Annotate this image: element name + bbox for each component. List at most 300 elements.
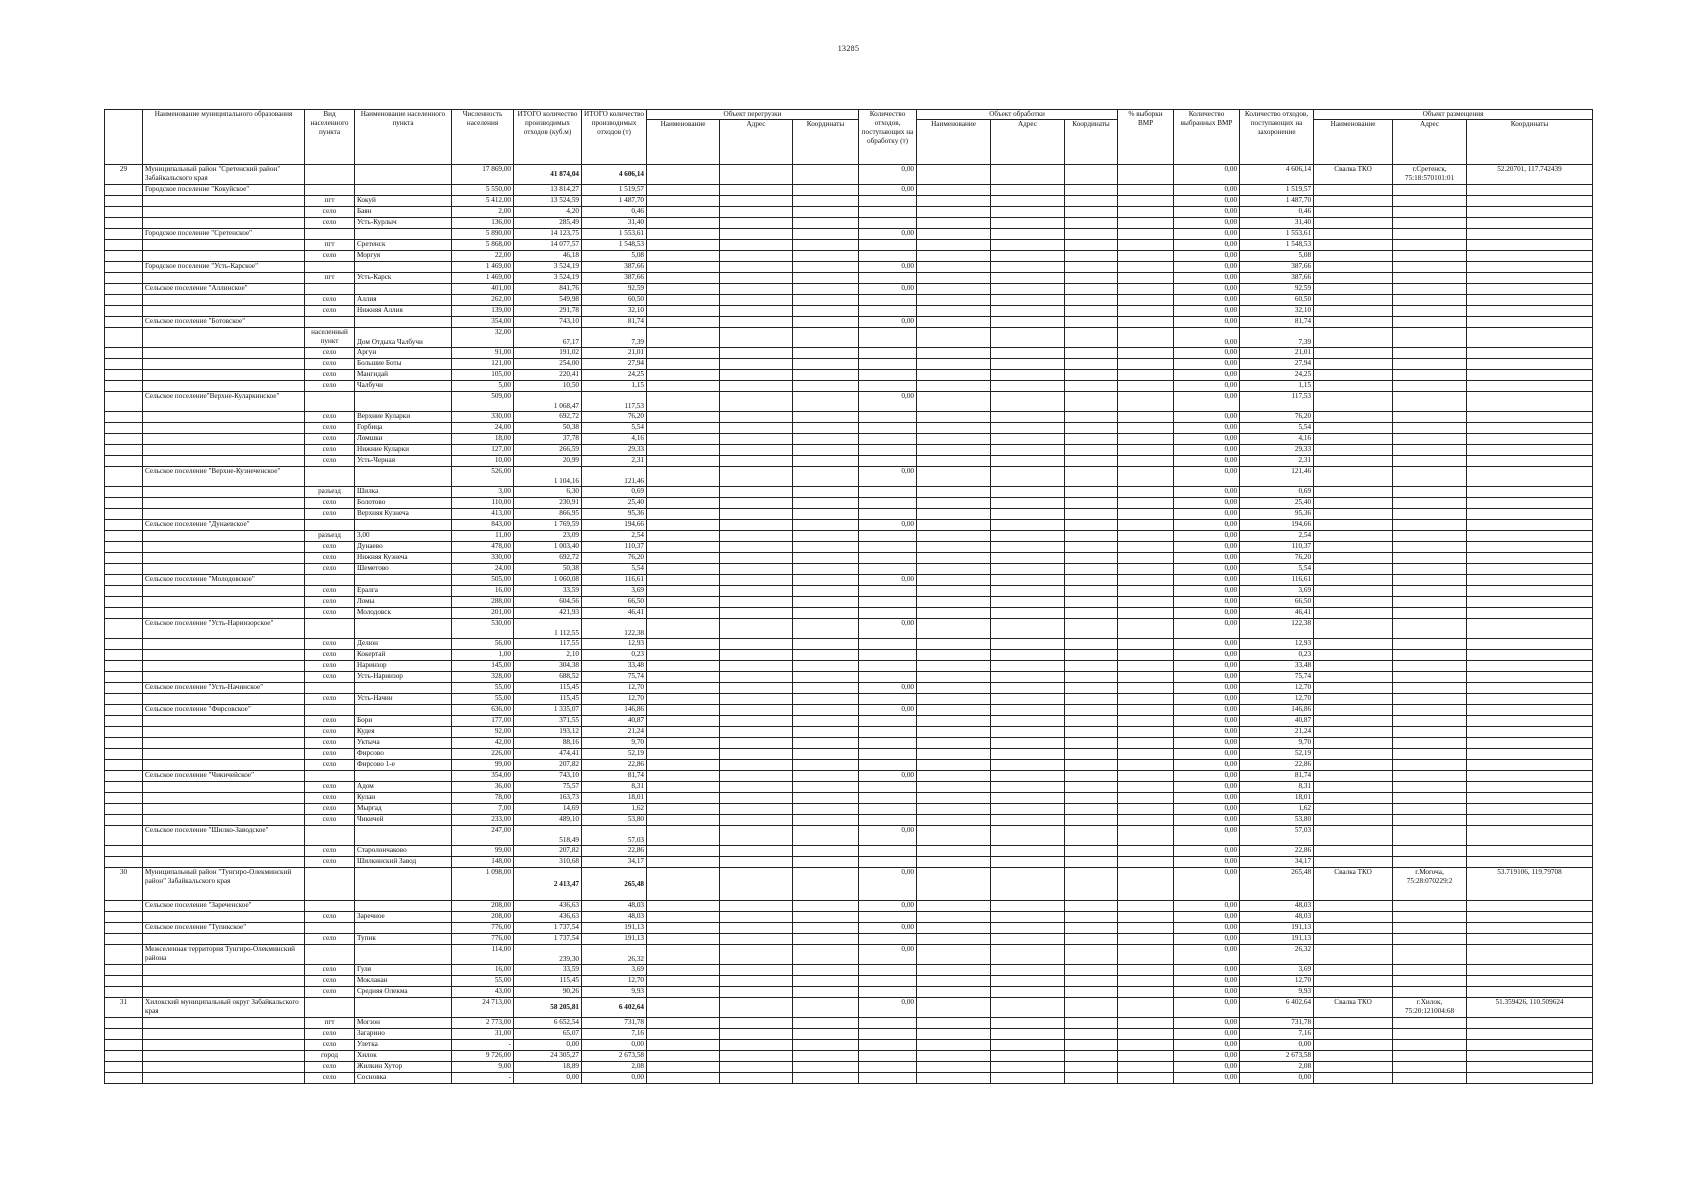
cell-transfer-name [647, 185, 720, 196]
cell-population: 36,00 [452, 782, 514, 793]
cell-vmr-qty: 0,00 [1174, 793, 1240, 804]
cell-placement-name [1314, 934, 1393, 945]
cell-processing-coords [1065, 207, 1118, 218]
cell-processing-coords [1065, 683, 1118, 694]
cell-processing-address [991, 912, 1065, 923]
cell-population: 99,00 [452, 760, 514, 771]
cell-placement-address [1393, 251, 1467, 262]
cell-placement-name [1314, 207, 1393, 218]
cell-processing-name [917, 1062, 991, 1073]
cell-vmr-qty: 0,00 [1174, 273, 1240, 284]
cell-transfer-name [647, 901, 720, 912]
cell-processing-address [991, 542, 1065, 553]
cell-processing-coords [1065, 328, 1118, 348]
cell-processing-coords [1065, 498, 1118, 509]
cell-transfer-address [720, 273, 793, 284]
cell-settlement-type: село [305, 727, 355, 738]
cell-vmr-pct [1118, 317, 1174, 328]
cell-disposal-qty: 21,24 [1240, 727, 1314, 738]
cell-no [105, 1040, 143, 1051]
cell-processing-address [991, 1051, 1065, 1062]
header-no [105, 110, 143, 165]
cell-transfer-address [720, 456, 793, 467]
cell-processing-address [991, 498, 1065, 509]
cell-processing-coords [1065, 509, 1118, 520]
cell-processing-coords [1065, 412, 1118, 423]
cell-settlement-type [305, 826, 355, 846]
cell-placement-coords [1467, 619, 1593, 639]
cell-disposal-qty: 92,59 [1240, 284, 1314, 295]
cell-no [105, 597, 143, 608]
cell-total-volume: 474,41 [514, 749, 582, 760]
cell-population: 9,00 [452, 1062, 514, 1073]
cell-transfer-coords [793, 262, 859, 273]
cell-settlement-name: Моклакан [355, 976, 452, 987]
cell-no [105, 509, 143, 520]
cell-processing-name [917, 826, 991, 846]
cell-processing-name [917, 392, 991, 412]
cell-transfer-coords [793, 705, 859, 716]
cell-placement-name [1314, 1051, 1393, 1062]
cell-no [105, 912, 143, 923]
cell-population: 354,00 [452, 317, 514, 328]
header-placement-coords: Координаты [1467, 120, 1593, 165]
cell-processing-qty [859, 251, 917, 262]
cell-processing-address [991, 694, 1065, 705]
table-row [105, 846, 1593, 857]
table-row [105, 575, 1593, 586]
cell-processing-name [917, 771, 991, 782]
cell-transfer-coords [793, 1062, 859, 1073]
cell-processing-coords [1065, 273, 1118, 284]
cell-vmr-pct [1118, 434, 1174, 445]
cell-settlement-type: село [305, 815, 355, 826]
cell-disposal-qty: 265,48 [1240, 868, 1314, 901]
cell-municipality [143, 240, 305, 251]
cell-settlement-type: село [305, 553, 355, 564]
cell-placement-address [1393, 575, 1467, 586]
cell-processing-coords [1065, 976, 1118, 987]
cell-municipality [143, 738, 305, 749]
cell-placement-address [1393, 771, 1467, 782]
cell-processing-name [917, 328, 991, 348]
cell-vmr-qty: 0,00 [1174, 542, 1240, 553]
cell-vmr-pct [1118, 165, 1174, 185]
cell-placement-address [1393, 498, 1467, 509]
table-row [105, 705, 1593, 716]
cell-settlement-name: Уктыча [355, 738, 452, 749]
cell-transfer-name [647, 826, 720, 846]
cell-transfer-name [647, 531, 720, 542]
cell-processing-coords [1065, 317, 1118, 328]
cell-settlement-type: село [305, 564, 355, 575]
cell-placement-address [1393, 196, 1467, 207]
cell-processing-coords [1065, 531, 1118, 542]
cell-processing-qty [859, 434, 917, 445]
cell-settlement-name: Адом [355, 782, 452, 793]
cell-settlement-type: село [305, 434, 355, 445]
cell-placement-address [1393, 456, 1467, 467]
cell-settlement-name [355, 868, 452, 901]
cell-transfer-name [647, 586, 720, 597]
cell-vmr-qty: 0,00 [1174, 381, 1240, 392]
cell-settlement-type: село [305, 694, 355, 705]
cell-disposal-qty: 22,86 [1240, 846, 1314, 857]
cell-placement-name [1314, 229, 1393, 240]
cell-processing-coords [1065, 165, 1118, 185]
cell-processing-name [917, 846, 991, 857]
cell-settlement-type [305, 771, 355, 782]
cell-vmr-pct [1118, 639, 1174, 650]
cell-transfer-coords [793, 826, 859, 846]
cell-vmr-pct [1118, 683, 1174, 694]
cell-municipality [143, 815, 305, 826]
cell-settlement-type: село [305, 965, 355, 976]
cell-processing-name [917, 381, 991, 392]
cell-placement-coords [1467, 716, 1593, 727]
cell-total-mass: 1 519,57 [582, 185, 647, 196]
cell-processing-address [991, 348, 1065, 359]
cell-population: 1 098,00 [452, 868, 514, 901]
cell-transfer-name [647, 575, 720, 586]
cell-processing-coords [1065, 1040, 1118, 1051]
cell-processing-coords [1065, 901, 1118, 912]
cell-processing-name [917, 727, 991, 738]
table-row [105, 229, 1593, 240]
cell-processing-name [917, 218, 991, 229]
cell-total-mass: 29,33 [582, 445, 647, 456]
cell-placement-coords [1467, 793, 1593, 804]
cell-transfer-address [720, 262, 793, 273]
cell-no [105, 262, 143, 273]
table-row [105, 804, 1593, 815]
cell-vmr-qty: 0,00 [1174, 912, 1240, 923]
cell-settlement-name [355, 575, 452, 586]
cell-vmr-qty: 0,00 [1174, 423, 1240, 434]
cell-processing-coords [1065, 639, 1118, 650]
cell-placement-address [1393, 782, 1467, 793]
cell-processing-qty: 0,00 [859, 683, 917, 694]
cell-processing-qty [859, 196, 917, 207]
cell-population: 5 412,00 [452, 196, 514, 207]
cell-placement-name [1314, 423, 1393, 434]
cell-total-mass: 4 606,14 [582, 165, 647, 185]
cell-processing-address [991, 165, 1065, 185]
cell-processing-coords [1065, 445, 1118, 456]
cell-placement-coords [1467, 207, 1593, 218]
cell-transfer-name [647, 564, 720, 575]
cell-processing-qty [859, 381, 917, 392]
cell-disposal-qty: 22,86 [1240, 760, 1314, 771]
cell-total-volume: 13 814,27 [514, 185, 582, 196]
cell-processing-address [991, 328, 1065, 348]
cell-total-volume: 33,59 [514, 586, 582, 597]
cell-transfer-name [647, 804, 720, 815]
header-vmr-qty: Количество выбранных ВМР [1174, 110, 1240, 165]
cell-total-mass: 33,48 [582, 661, 647, 672]
cell-total-volume: 163,73 [514, 793, 582, 804]
cell-total-mass: 122,38 [582, 619, 647, 639]
cell-settlement-name [355, 317, 452, 328]
cell-population: 2 773,00 [452, 1018, 514, 1029]
cell-processing-qty: 0,00 [859, 771, 917, 782]
table-row [105, 1062, 1593, 1073]
cell-total-volume: 90,26 [514, 987, 582, 998]
cell-population: 9 726,00 [452, 1051, 514, 1062]
table-row [105, 945, 1593, 965]
cell-processing-name [917, 487, 991, 498]
cell-settlement-name: Старолончаково [355, 846, 452, 857]
header-total-mass: ИТОГО количество производимых отходов (т) [582, 110, 647, 165]
cell-population: 208,00 [452, 901, 514, 912]
cell-no [105, 672, 143, 683]
cell-vmr-qty: 0,00 [1174, 445, 1240, 456]
cell-municipality [143, 553, 305, 564]
cell-vmr-qty: 0,00 [1174, 760, 1240, 771]
cell-transfer-coords [793, 487, 859, 498]
cell-population: 776,00 [452, 923, 514, 934]
cell-disposal-qty: 53,80 [1240, 815, 1314, 826]
cell-processing-qty [859, 531, 917, 542]
cell-municipality [143, 1018, 305, 1029]
cell-transfer-coords [793, 1073, 859, 1084]
cell-total-volume: 1 060,08 [514, 575, 582, 586]
cell-placement-address [1393, 564, 1467, 575]
cell-transfer-address [720, 804, 793, 815]
cell-vmr-pct [1118, 650, 1174, 661]
cell-processing-qty [859, 553, 917, 564]
cell-processing-name [917, 273, 991, 284]
cell-processing-name [917, 251, 991, 262]
cell-placement-name [1314, 965, 1393, 976]
cell-processing-name [917, 945, 991, 965]
cell-processing-name [917, 262, 991, 273]
cell-no [105, 196, 143, 207]
cell-vmr-pct [1118, 370, 1174, 381]
cell-transfer-address [720, 868, 793, 901]
cell-placement-coords: 51.359426, 110.509624 [1467, 998, 1593, 1018]
cell-total-mass: 12,70 [582, 976, 647, 987]
cell-vmr-pct [1118, 542, 1174, 553]
cell-processing-coords [1065, 923, 1118, 934]
cell-no [105, 683, 143, 694]
header-transfer-group: Объект перегрузки [647, 110, 859, 120]
cell-settlement-type: село [305, 976, 355, 987]
cell-no [105, 207, 143, 218]
cell-transfer-address [720, 423, 793, 434]
cell-vmr-qty: 0,00 [1174, 553, 1240, 564]
cell-processing-qty [859, 542, 917, 553]
cell-placement-name [1314, 487, 1393, 498]
cell-population: 55,00 [452, 976, 514, 987]
cell-vmr-qty: 0,00 [1174, 284, 1240, 295]
cell-placement-coords [1467, 564, 1593, 575]
cell-placement-name [1314, 857, 1393, 868]
cell-processing-coords [1065, 423, 1118, 434]
cell-disposal-qty: 1 487,70 [1240, 196, 1314, 207]
cell-municipality [143, 760, 305, 771]
cell-transfer-address [720, 520, 793, 531]
cell-population: 177,00 [452, 716, 514, 727]
cell-no [105, 1051, 143, 1062]
cell-disposal-qty: 12,70 [1240, 976, 1314, 987]
cell-population: 776,00 [452, 934, 514, 945]
cell-placement-address [1393, 531, 1467, 542]
table-row [105, 487, 1593, 498]
cell-population: 78,00 [452, 793, 514, 804]
cell-population: 31,00 [452, 1029, 514, 1040]
cell-transfer-name [647, 782, 720, 793]
cell-placement-coords [1467, 412, 1593, 423]
table-row [105, 760, 1593, 771]
cell-disposal-qty: 0,69 [1240, 487, 1314, 498]
cell-vmr-qty: 0,00 [1174, 306, 1240, 317]
cell-transfer-address [720, 553, 793, 564]
cell-placement-address [1393, 328, 1467, 348]
cell-processing-name [917, 705, 991, 716]
cell-no [105, 857, 143, 868]
cell-vmr-pct [1118, 423, 1174, 434]
cell-placement-name [1314, 467, 1393, 487]
cell-processing-name [917, 207, 991, 218]
cell-total-volume: 207,82 [514, 760, 582, 771]
cell-processing-name [917, 456, 991, 467]
cell-transfer-address [720, 923, 793, 934]
cell-processing-qty: 0,00 [859, 185, 917, 196]
cell-municipality [143, 857, 305, 868]
cell-processing-name [917, 284, 991, 295]
cell-disposal-qty: 3,69 [1240, 965, 1314, 976]
cell-processing-qty [859, 218, 917, 229]
cell-processing-address [991, 381, 1065, 392]
cell-placement-name [1314, 218, 1393, 229]
cell-population: 92,00 [452, 727, 514, 738]
cell-transfer-address [720, 826, 793, 846]
cell-total-mass: 1,15 [582, 381, 647, 392]
cell-no [105, 575, 143, 586]
cell-placement-name: Свалка ТКО [1314, 868, 1393, 901]
cell-municipality [143, 423, 305, 434]
cell-disposal-qty: 117,53 [1240, 392, 1314, 412]
cell-placement-name [1314, 348, 1393, 359]
cell-settlement-type: село [305, 381, 355, 392]
cell-placement-coords [1467, 1062, 1593, 1073]
cell-vmr-pct [1118, 1062, 1174, 1073]
cell-no [105, 284, 143, 295]
cell-disposal-qty: 122,38 [1240, 619, 1314, 639]
cell-settlement-name: Наринзор [355, 661, 452, 672]
cell-placement-coords [1467, 185, 1593, 196]
cell-transfer-coords [793, 467, 859, 487]
cell-placement-coords [1467, 381, 1593, 392]
table-row [105, 771, 1593, 782]
cell-total-volume: 310,68 [514, 857, 582, 868]
cell-transfer-coords [793, 804, 859, 815]
cell-processing-qty [859, 348, 917, 359]
cell-municipality [143, 586, 305, 597]
cell-processing-coords [1065, 998, 1118, 1018]
cell-vmr-pct [1118, 1029, 1174, 1040]
cell-processing-address [991, 705, 1065, 716]
cell-total-mass: 5,08 [582, 251, 647, 262]
cell-total-volume: 4,20 [514, 207, 582, 218]
cell-settlement-name: Хилок [355, 1051, 452, 1062]
cell-processing-address [991, 185, 1065, 196]
cell-transfer-coords [793, 901, 859, 912]
cell-disposal-qty: 191,13 [1240, 923, 1314, 934]
cell-total-mass: 9,70 [582, 738, 647, 749]
cell-processing-address [991, 317, 1065, 328]
cell-vmr-pct [1118, 976, 1174, 987]
cell-settlement-name [355, 520, 452, 531]
cell-municipality: Сельское поселение "Молодовское" [143, 575, 305, 586]
cell-vmr-pct [1118, 749, 1174, 760]
cell-processing-qty: 0,00 [859, 945, 917, 965]
cell-transfer-name [647, 359, 720, 370]
cell-no [105, 705, 143, 716]
cell-total-volume: 254,00 [514, 359, 582, 370]
cell-population: 127,00 [452, 445, 514, 456]
cell-total-volume: 24 305,27 [514, 1051, 582, 1062]
cell-total-mass: 0,69 [582, 487, 647, 498]
cell-transfer-coords [793, 542, 859, 553]
cell-placement-address [1393, 412, 1467, 423]
cell-disposal-qty: 7,16 [1240, 1029, 1314, 1040]
cell-vmr-qty: 0,00 [1174, 597, 1240, 608]
cell-settlement-type: село [305, 1029, 355, 1040]
cell-settlement-name: Гуля [355, 965, 452, 976]
cell-settlement-type [305, 683, 355, 694]
cell-processing-qty [859, 412, 917, 423]
cell-population: 330,00 [452, 553, 514, 564]
cell-placement-name [1314, 608, 1393, 619]
cell-settlement-name [355, 185, 452, 196]
cell-total-volume: 1 335,07 [514, 705, 582, 716]
cell-placement-address [1393, 229, 1467, 240]
cell-processing-coords [1065, 965, 1118, 976]
cell-vmr-qty: 0,00 [1174, 295, 1240, 306]
cell-vmr-qty: 0,00 [1174, 531, 1240, 542]
cell-transfer-name [647, 934, 720, 945]
cell-placement-name [1314, 923, 1393, 934]
cell-municipality [143, 509, 305, 520]
cell-placement-name [1314, 694, 1393, 705]
cell-placement-coords [1467, 553, 1593, 564]
cell-settlement-name: Шилкинский Завод [355, 857, 452, 868]
cell-settlement-name: Большие Боты [355, 359, 452, 370]
cell-settlement-type [305, 901, 355, 912]
cell-transfer-name [647, 381, 720, 392]
cell-processing-name [917, 1018, 991, 1029]
cell-population: 148,00 [452, 857, 514, 868]
cell-placement-name [1314, 727, 1393, 738]
cell-settlement-type: город [305, 1051, 355, 1062]
cell-total-volume: 14 077,57 [514, 240, 582, 251]
cell-population: 262,00 [452, 295, 514, 306]
cell-processing-address [991, 284, 1065, 295]
cell-placement-address [1393, 650, 1467, 661]
cell-transfer-coords [793, 1029, 859, 1040]
cell-total-volume: 688,52 [514, 672, 582, 683]
cell-transfer-name [647, 273, 720, 284]
cell-total-volume: 3 524,19 [514, 262, 582, 273]
cell-transfer-name [647, 553, 720, 564]
cell-vmr-pct [1118, 575, 1174, 586]
cell-settlement-type: село [305, 207, 355, 218]
cell-transfer-name [647, 1040, 720, 1051]
cell-placement-coords [1467, 912, 1593, 923]
cell-total-volume: 1 737,54 [514, 934, 582, 945]
